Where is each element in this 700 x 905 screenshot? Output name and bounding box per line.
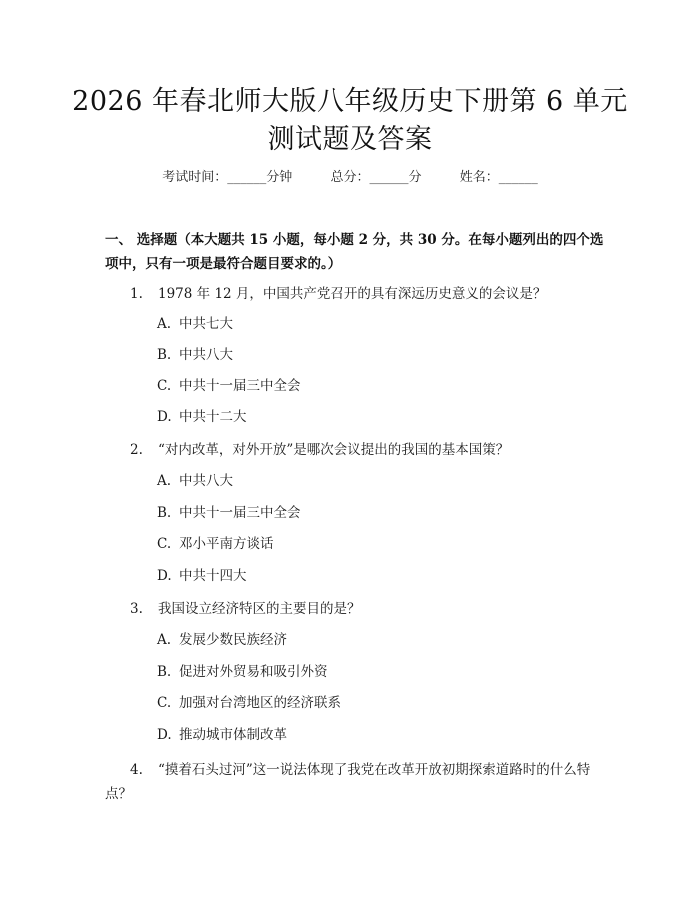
page-title-line1: 2026 年春北师大版八年级历史下册第 6 单元: [72, 86, 628, 117]
option-1a: [157, 313, 233, 335]
option-3c: [157, 692, 341, 714]
option-3d: [157, 724, 287, 746]
option-letter: D.: [157, 568, 172, 584]
question-2: [130, 438, 610, 462]
question-number: 1.: [130, 286, 143, 302]
option-letter: C.: [157, 695, 172, 711]
option-letter: D.: [157, 409, 172, 425]
option-letter: C.: [157, 378, 172, 394]
option-text: 推动城市体制改革: [179, 727, 287, 743]
option-3b: [157, 661, 328, 683]
question-number: 4.: [130, 762, 143, 778]
option-text: 发展少数民族经济: [179, 632, 287, 648]
exam-score-field: 总分：______分: [330, 170, 422, 185]
option-letter: B.: [157, 347, 172, 363]
option-text: 中共十二大: [179, 409, 247, 425]
option-text: 中共十一届三中全会: [179, 505, 301, 521]
page-title-line2: 测试题及答案: [267, 124, 433, 155]
question-4: [105, 758, 605, 806]
option-letter: B.: [157, 664, 172, 680]
option-text: 中共八大: [179, 347, 233, 363]
option-text: 促进对外贸易和吸引外资: [179, 664, 328, 680]
student-name-field: 姓名：______: [459, 170, 538, 185]
option-2b: [157, 502, 301, 524]
question-number: 3.: [130, 601, 143, 617]
question-number: 2.: [130, 442, 143, 458]
option-1b: [157, 344, 233, 366]
question-text: 我国设立经济特区的主要目的是？: [158, 601, 361, 617]
question-1: [130, 282, 610, 306]
option-letter: A.: [157, 316, 172, 332]
option-letter: C.: [157, 536, 172, 552]
exam-time-field: 考试时间：______分钟: [162, 170, 293, 185]
option-1c: [157, 375, 301, 397]
option-text: 中共十四大: [179, 568, 247, 584]
option-text: 中共十一届三中全会: [179, 378, 301, 394]
question-text: 1978 年 12 月，中国共产党召开的具有深远历史意义的会议是？: [158, 286, 547, 302]
option-text: 加强对台湾地区的经济联系: [179, 695, 341, 711]
question-text: “摸着石头过河”这一说法体现了我党在改革开放初期探索道路时的什么特点？: [105, 762, 591, 802]
option-text: 中共七大: [179, 316, 233, 332]
option-2a: [157, 470, 233, 492]
option-2c: [157, 533, 274, 555]
section-heading: 一、 选择题（本大题共 15 小题，每小题 2 分，共 30 分。在每小题列出的四个选项中，只有一项是最符合题目要求的。）: [105, 232, 604, 272]
option-3a: [157, 629, 287, 651]
option-letter: A.: [157, 473, 172, 489]
exam-meta: [0, 166, 700, 185]
option-1d: [157, 406, 247, 428]
option-letter: A.: [157, 632, 172, 648]
question-3: [130, 597, 610, 621]
option-text: 邓小平南方谈话: [179, 536, 274, 552]
option-letter: D.: [157, 727, 172, 743]
option-text: 中共八大: [179, 473, 233, 489]
option-letter: B.: [157, 505, 172, 521]
option-2d: [157, 565, 247, 587]
question-text: “对内改革，对外开放”是哪次会议提出的我国的基本国策？: [158, 442, 510, 458]
